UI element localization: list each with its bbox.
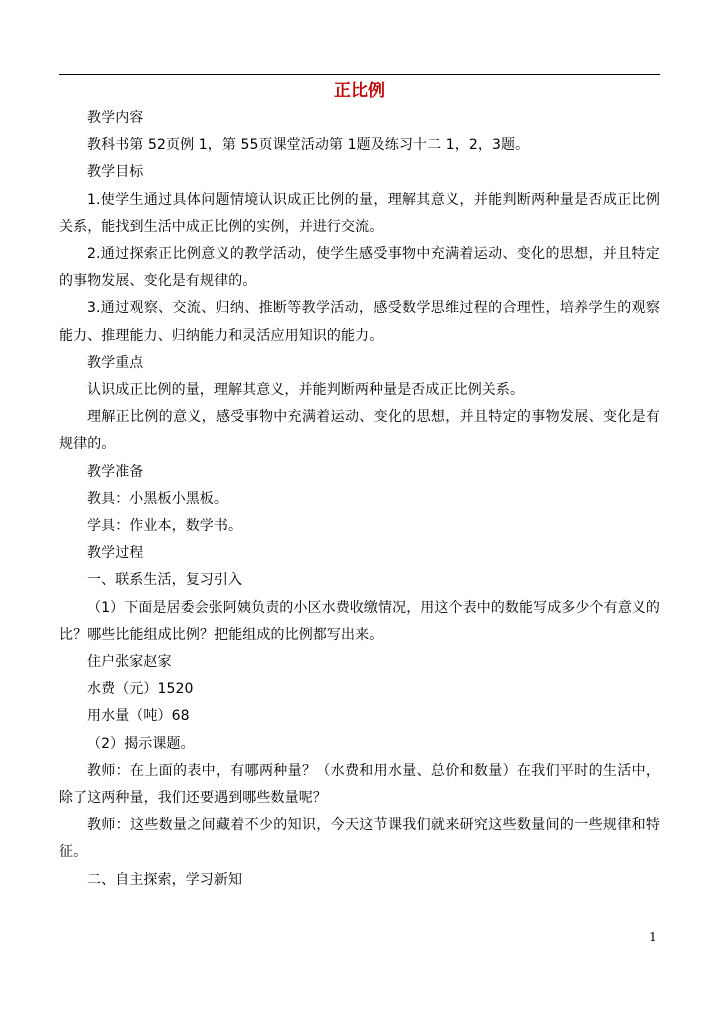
paragraph: 认识成正比例的量，理解其意义，并能判断两种量是否成正比例关系。 — [87, 382, 525, 399]
page-number: 1 — [649, 930, 657, 944]
header-rule — [59, 74, 660, 75]
paragraph: 学具：作业本，数学书。 — [87, 518, 243, 535]
paragraph: 用水量（吨）68 — [87, 708, 190, 725]
paragraph: 教具：小黑板小黑板。 — [87, 490, 228, 507]
document-body — [59, 105, 660, 894]
paragraph: 1.使学生通过具体问题情境认识成正比例的量，理解其意义，并能判断两种量是否成正比例关系，能找到生活中成正比例的实例，并进行交流。 — [59, 191, 660, 235]
paragraph: 二、自主探索，学习新知 — [87, 871, 243, 888]
paragraph: 理解正比例的意义，感受事物中充满着运动、变化的思想，并且特定的事物发展、变化是有规律的。 — [59, 409, 660, 453]
paragraph: （2）揭示课题。 — [87, 735, 195, 752]
paragraph: 教科书第 52页例 1，第 55页课堂活动第 1题及练习十二 1，2，3题。 — [87, 137, 530, 154]
paragraph: 教学目标 — [87, 164, 144, 181]
paragraph: 教学准备 — [87, 463, 144, 480]
paragraph: 2.通过探索正比例意义的教学活动，使学生感受事物中充满着运动、变化的思想，并且特定的事物发展、变化是有规律的。 — [59, 246, 660, 290]
document-title: 正比例 — [334, 81, 385, 101]
paragraph: 教学重点 — [87, 354, 144, 371]
paragraph: （1）下面是居委会张阿姨负责的小区水费收缴情况，用这个表中的数能写成多少个有意义的比？哪些比能组成比例？把能组成的比例都写出来。 — [59, 599, 661, 643]
paragraph: 住户张家赵家 — [87, 654, 172, 671]
paragraph: 3.通过观察、交流、归纳、推断等教学活动，感受数学思维过程的合理性，培养学生的观察能力、推理能力、归纳能力和灵活应用知识的能力。 — [59, 300, 660, 344]
paragraph: 教学过程 — [87, 545, 144, 562]
paragraph: 教师：这些数量之间藏着不少的知识，今天这节课我们就来研究这些数量间的一些规律和特征。 — [59, 817, 660, 861]
paragraph: 水费（元）1520 — [87, 681, 194, 698]
paragraph: 一、联系生活，复习引入 — [87, 572, 243, 589]
paragraph: 教师：在上面的表中，有哪两种量？（水费和用水量、总价和数量）在我们平时的生活中，除了这两种量，我们还要遇到哪些数量呢？ — [59, 762, 660, 807]
paragraph: 教学内容 — [87, 110, 144, 126]
